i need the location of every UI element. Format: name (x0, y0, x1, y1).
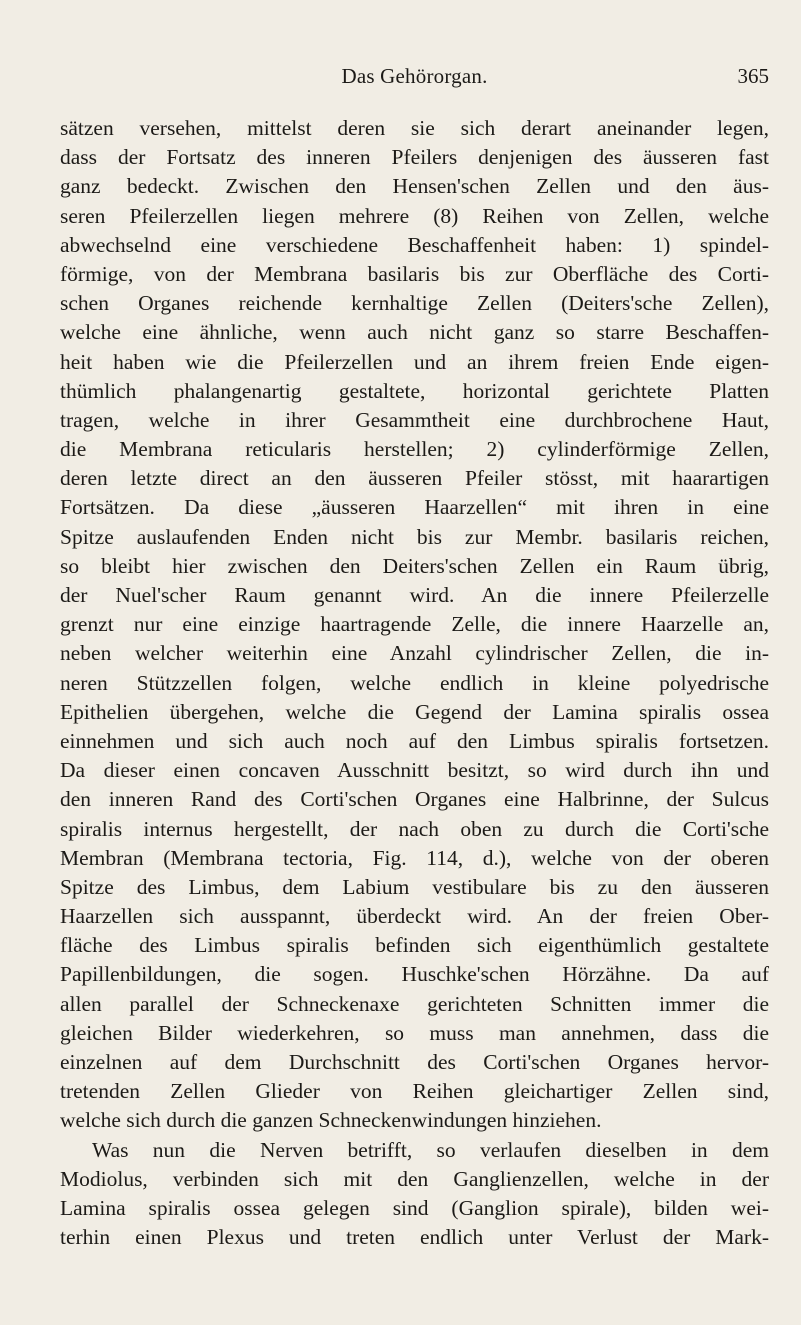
text-line: seren Pfeilerzellen liegen mehrere (8) Reihen von Zellen, welche (60, 203, 769, 228)
text-line: spiralis internus hergestellt, der nach oben zu durch die Corti'sche (60, 816, 769, 841)
text-line: terhin einen Plexus und treten endlich unter Verlust der Mark- (60, 1225, 769, 1250)
text-line: Modiolus, verbinden sich mit den Ganglienzellen, welche in der (60, 1166, 769, 1191)
text-line: grenzt nur eine einzige haartragende Zelle, die innere Haarzelle an, (60, 612, 769, 637)
page-number: 365 (737, 64, 769, 88)
text-line: tragen, welche in ihrer Gesammtheit eine durchbrochene Haut, (60, 407, 769, 432)
text-line: Spitze des Limbus, dem Labium vestibulare bis zu den äusseren (60, 874, 769, 899)
text-line: die Membrana reticularis herstellen; 2) cylinderförmige Zellen, (60, 437, 769, 462)
text-line: neren Stützzellen folgen, welche endlich in kleine polyedrische (60, 670, 769, 695)
text-line: schen Organes reichende kernhaltige Zellen (Deiters'sche Zellen), (60, 291, 769, 316)
text-line: abwechselnd eine verschiedene Beschaffenheit haben: 1) spindel- (60, 232, 769, 257)
text-line: tretenden Zellen Glieder von Reihen gleichartiger Zellen sind, (60, 1079, 769, 1104)
paragraph-end-line: welche sich durch die ganzen Schneckenwindungen hinziehen. (60, 1108, 602, 1133)
text-line: Epithelien übergehen, welche die Gegend der Lamina spiralis ossea (60, 699, 769, 724)
text-line: thümlich phalangenartig gestaltete, horizontal gerichtete Platten (60, 378, 769, 403)
text-line: so bleibt hier zwischen den Deiters'schen Zellen ein Raum übrig, (60, 553, 769, 578)
text-line: einzelnen auf dem Durchschnitt des Corti'schen Organes hervor- (60, 1050, 769, 1074)
text-line: allen parallel der Schneckenaxe gerichteten Schnitten immer die (60, 991, 769, 1016)
text-line: dass der Fortsatz des inneren Pfeilers denjenigen des äusseren fast (60, 145, 769, 170)
text-line: der Nuel'scher Raum genannt wird. An die innere Pfeilerzelle (60, 583, 769, 607)
text-line: sätzen versehen, mittelst deren sie sich derart aneinander legen, (60, 116, 769, 140)
text-line: welche eine ähnliche, wenn auch nicht ganz so starre Beschaffen- (60, 320, 769, 345)
text-line: neben welcher weiterhin eine Anzahl cylindrischer Zellen, die in- (60, 641, 769, 666)
body-text (60, 114, 769, 1252)
text-line: förmige, von der Membrana basilaris bis zur Oberfläche des Corti- (60, 261, 769, 286)
paragraph-start-line: Was nun die Nerven betrifft, so verlaufen dieselben in dem (92, 1137, 769, 1162)
running-head (60, 64, 769, 94)
text-line: Spitze auslaufenden Enden nicht bis zur Membr. basilaris reichen, (60, 524, 769, 549)
text-line: Papillenbildungen, die sogen. Huschke'schen Hörzähne. Da auf (60, 962, 769, 987)
text-line: fläche des Limbus spiralis befinden sich eigenthümlich gestaltete (60, 933, 769, 958)
text-line: gleichen Bilder wiederkehren, so muss man annehmen, dass die (60, 1020, 769, 1045)
text-line: ganz bedeckt. Zwischen den Hensen'schen Zellen und den äus- (60, 174, 769, 199)
text-line: heit haben wie die Pfeilerzellen und an ihrem freien Ende eigen- (60, 349, 769, 374)
text-line: den inneren Rand des Corti'schen Organes eine Halbrinne, der Sulcus (60, 787, 769, 812)
text-line: Lamina spiralis ossea gelegen sind (Ganglion spirale), bilden wei- (60, 1195, 769, 1220)
running-title: Das Gehörorgan. (341, 64, 488, 88)
text-line: einnehmen und sich auch noch auf den Limbus spiralis fortsetzen. (60, 728, 769, 753)
text-line: Fortsätzen. Da diese „äusseren Haarzellen“ mit ihren in eine (60, 495, 769, 520)
text-line: Da dieser einen concaven Ausschnitt besitzt, so wird durch ihn und (60, 758, 769, 783)
text-line: deren letzte direct an den äusseren Pfeiler stösst, mit haarartigen (60, 466, 769, 491)
text-line: Membran (Membrana tectoria, Fig. 114, d.), welche von der oberen (60, 845, 769, 870)
text-line: Haarzellen sich ausspannt, überdeckt wird. An der freien Ober- (60, 904, 769, 929)
